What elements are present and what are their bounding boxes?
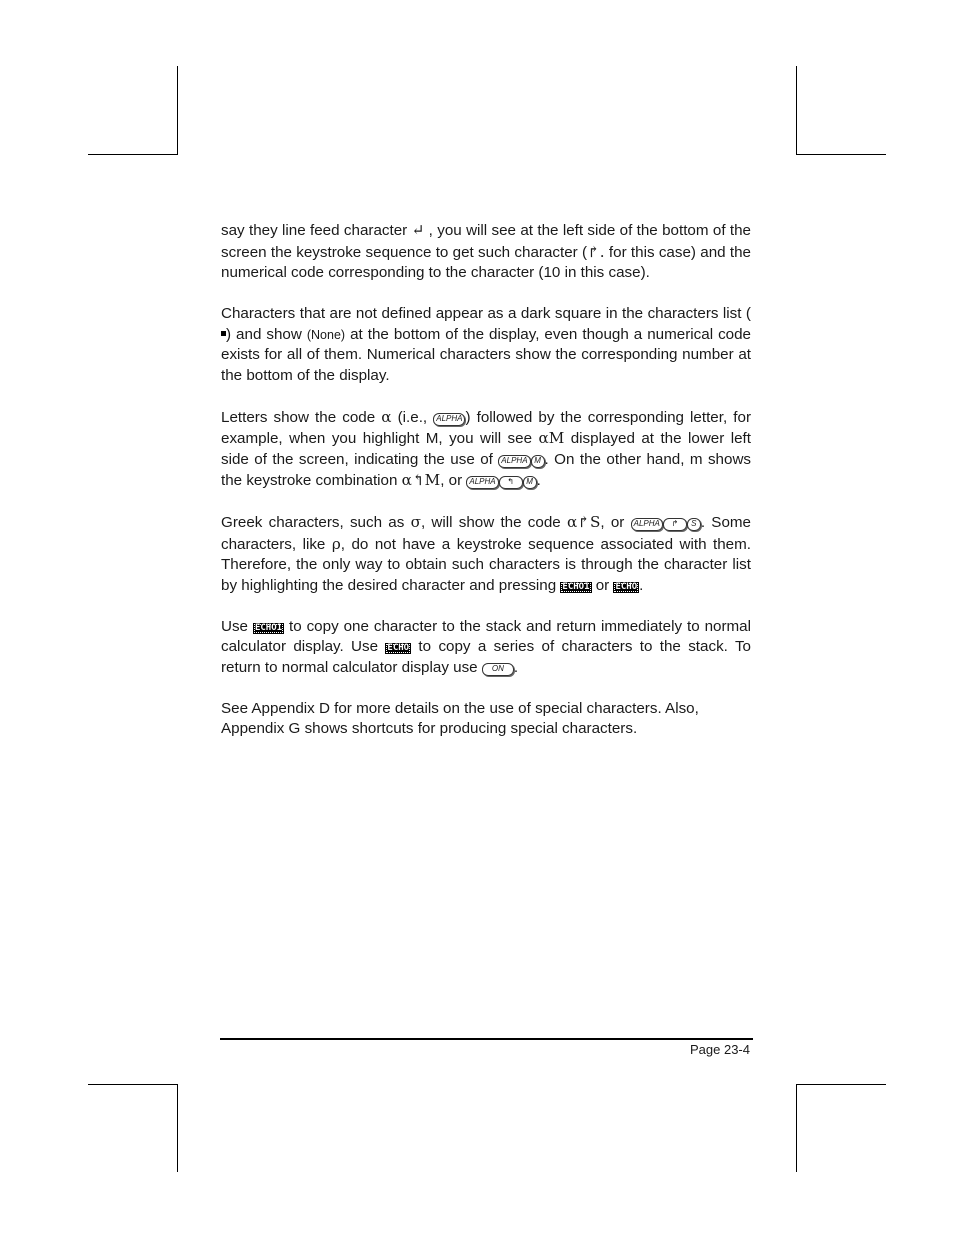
alpha-m-code: αM xyxy=(538,429,565,447)
none-label: (None) xyxy=(306,327,346,342)
crop-mark xyxy=(88,154,178,155)
footer-rule xyxy=(220,1038,753,1040)
paragraph-undefined-characters: Characters that are not defined appear as a dark square in the characters list () and show (None) at the bottom of the display, even though a numerical code exists for all of them. Numerical characters show the corresponding number at the bottom of the display. xyxy=(221,305,752,384)
crop-mark xyxy=(796,1084,797,1172)
alpha-symbol: α xyxy=(381,407,392,426)
on-key-icon: ON xyxy=(482,663,514,676)
paragraph-echo: Use ECHO1 to copy one character to the stack and return immediately to normal calculator display. Use ECHO to copy a series of characters to the stack. To return to normal calculator display use ON . xyxy=(221,617,751,676)
alpha-key-icon: ALPHA xyxy=(466,476,498,489)
crop-mark xyxy=(88,1084,178,1085)
crop-mark xyxy=(177,1084,178,1172)
left-shift-key-icon: ↰ xyxy=(499,476,523,489)
alpha-key-icon: ALPHA xyxy=(433,413,465,426)
right-shift-period-sequence: ↱. xyxy=(587,242,605,261)
right-shift-key-icon: ↱ xyxy=(663,518,687,531)
crop-mark xyxy=(796,1084,886,1085)
sigma-symbol: σ xyxy=(410,513,421,531)
page-number: Page 23-4 xyxy=(690,1042,750,1057)
alpha-right-shift-s-code: α↱S xyxy=(567,513,601,531)
paragraph-line-feed: say they line feed character ↵ , you will see at the left side of the bottom of the screen the keystroke sequence to get such character (↱. for this case) and the numerical code corresponding to the character (10 in this case). xyxy=(221,221,752,281)
paragraph-greek: Greek characters, such as σ, will show the code α↱S, or ALPHA ↱ S . Some characters, like ρ, do not have a keystroke sequence associated with them. Therefore, the only way to obtain such characters is through the character list by highlighting the desired character and pressing ECHO1 or ECHO . xyxy=(221,513,751,594)
crop-mark xyxy=(796,154,886,155)
page-body xyxy=(221,220,751,760)
crop-mark xyxy=(796,66,797,154)
paragraph-appendix: See Appendix D for more details on the use of special characters. Also, Appendix G shows shortcuts for producing special characters. xyxy=(221,699,699,737)
rho-symbol: ρ xyxy=(331,534,341,553)
m-key-icon: M xyxy=(523,476,537,489)
echo-softkey-icon: ECHO xyxy=(387,643,410,653)
m-key-icon: M xyxy=(531,455,545,468)
alpha-key-icon: ALPHA xyxy=(498,455,530,468)
crop-mark xyxy=(177,66,178,154)
echo-softkey-icon: ECHO xyxy=(615,581,638,592)
echo1-softkey-icon: ECHO1 xyxy=(562,581,590,592)
line-feed-icon: ↵ xyxy=(411,221,425,239)
alpha-key-icon: ALPHA xyxy=(631,518,663,531)
s-key-icon: S xyxy=(687,518,701,531)
echo1-softkey-icon: ECHO1 xyxy=(254,622,283,633)
alpha-left-shift-m-code: α↰M xyxy=(401,471,441,489)
paragraph-letters: Letters show the code α (i.e., ALPHA ) followed by the corresponding letter, for example, when you highlight M, you will see αM displayed at the lower left side of the screen, indicating the use of ALPHA M . On the other hand, m shows the keystroke combination α↰M, or ALPHA ↰ M . xyxy=(221,407,752,489)
